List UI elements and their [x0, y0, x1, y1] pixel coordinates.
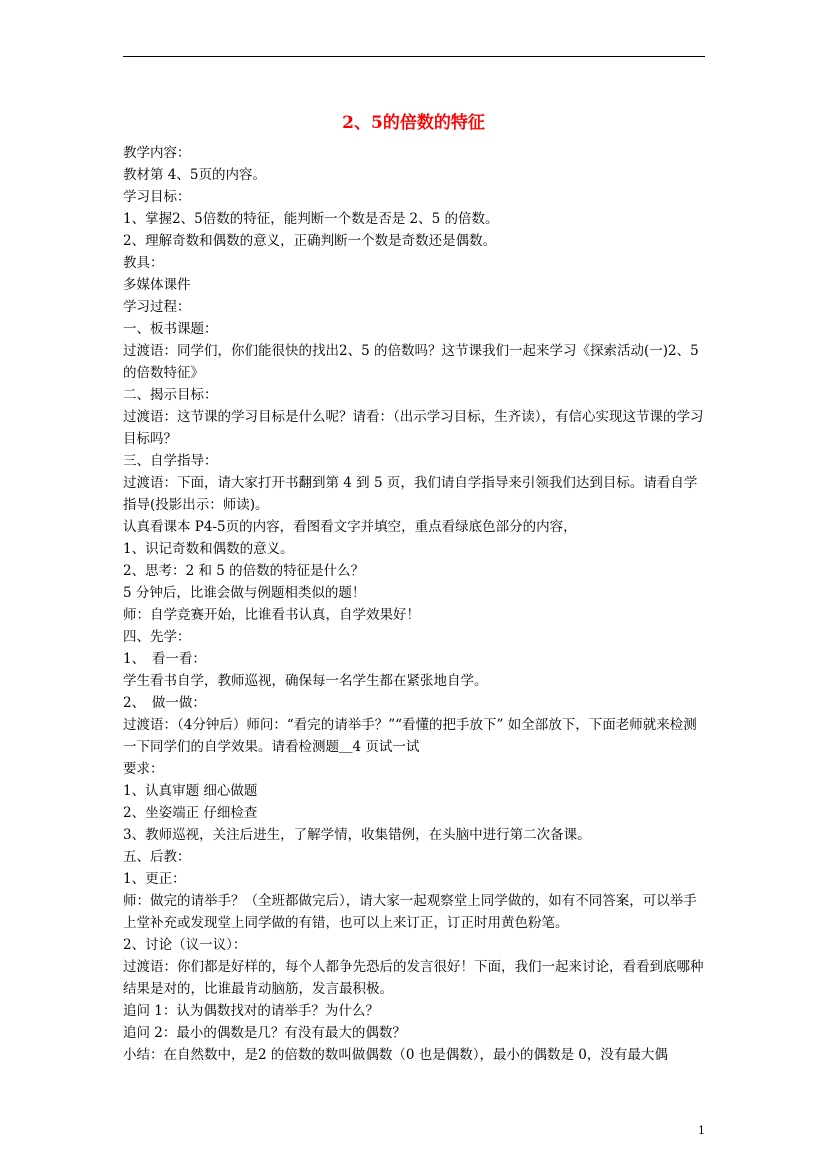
paragraph: 师：做完的请举手？（全班都做完后），请大家一起观察堂上同学做的，如有不同答案，可以举手上堂补充或发现堂上同学做的有错，也可以上来订正，订正时用黄色粉笔。 — [123, 893, 697, 931]
paragraph: 2、思考：2 和 5 的倍数的特征是什么？ — [123, 563, 365, 579]
paragraph: 过渡语：（4分钟后）师问：“看完的请举手？”“看懂的把手放下” 如全部放下，下面老师就来检测一下同学们的自学效果。请看检测题＿4 页试一试 — [123, 717, 697, 755]
paragraph: 二、揭示目标： — [123, 387, 218, 403]
paragraph: 教材第 4、5页的内容。 — [123, 167, 266, 183]
paragraph: 追问 1：认为偶数找对的请举手？为什么？ — [123, 1003, 379, 1019]
paragraph: 小结：在自然数中，是2 的倍数的数叫做偶数（0 也是偶数），最小的偶数是 0，没有最大偶 — [123, 1047, 668, 1063]
paragraph: 学习目标： — [123, 189, 191, 205]
paragraph: 2、讨论（议一议）： — [123, 937, 247, 953]
paragraph: 5 分钟后，比谁会做与例题相类似的题！ — [123, 585, 366, 601]
paragraph: 过渡语：同学们，你们能很快的找出2、5 的倍数吗？这节课我们一起来学习《探索活动(一)2、5 的倍数特征》 — [123, 343, 699, 381]
paragraph: 一、板书课题： — [123, 321, 218, 337]
paragraph: 认真看课本 P4-5页的内容，看图看文字并填空，重点看绿底色部分的内容， — [123, 519, 577, 535]
paragraph: 追问 2：最小的偶数是几？有没有最大的偶数？ — [123, 1025, 406, 1041]
paragraph: 1、更正： — [123, 871, 186, 887]
paragraph: 1、识记奇数和偶数的意义。 — [123, 541, 294, 557]
paragraph: 师：自学竞赛开始，比谁看书认真，自学效果好！ — [123, 607, 420, 623]
paragraph: 要求： — [123, 761, 164, 777]
paragraph: 1、掌握2、5倍数的特征，能判断一个数是否是 2、5 的倍数。 — [123, 211, 499, 227]
paragraph: 2、理解奇数和偶数的意义，正确判断一个数是奇数还是偶数。 — [123, 233, 497, 249]
paragraph: 学生看书自学，教师巡视，确保每一名学生都在紧张地自学。 — [123, 673, 488, 689]
document-body — [123, 142, 707, 1066]
paragraph: 教学内容： — [123, 145, 191, 161]
paragraph: 三、自学指导： — [123, 453, 218, 469]
paragraph: 学习过程： — [123, 299, 191, 315]
paragraph: 2、 做一做： — [123, 695, 206, 711]
paragraph: 多媒体课件 — [123, 277, 191, 293]
paragraph: 过渡语：下面，请大家打开书翻到第 4 到 5 页，我们请自学指导来引领我们达到目标。请看自学指导(投影出示：师读)。 — [123, 475, 698, 513]
paragraph: 3、教师巡视，关注后进生，了解学情，收集错例，在头脑中进行第二次备课。 — [123, 827, 591, 843]
header-rule — [123, 56, 705, 57]
paragraph: 过渡语：这节课的学习目标是什么呢？请看：（出示学习目标，生齐读），有信心实现这节课的学习目标吗？ — [123, 409, 704, 447]
paragraph: 五、后教： — [123, 849, 191, 865]
paragraph: 2、坐姿端正 仔细检查 — [123, 805, 258, 821]
paragraph: 1、认真审题 细心做题 — [123, 783, 258, 799]
document-title: 2、5的倍数的特征 — [342, 113, 485, 133]
paragraph: 1、 看一看： — [123, 651, 206, 667]
paragraph: 四、先学： — [123, 629, 191, 645]
paragraph: 过渡语：你们都是好样的，每个人都争先恐后的发言很好！下面，我们一起来讨论，看看到底哪种结果是对的，比谁最肯动脑筋，发言最积极。 — [123, 959, 704, 997]
paragraph: 教具： — [123, 255, 164, 271]
page-number: 1 — [698, 1124, 705, 1137]
